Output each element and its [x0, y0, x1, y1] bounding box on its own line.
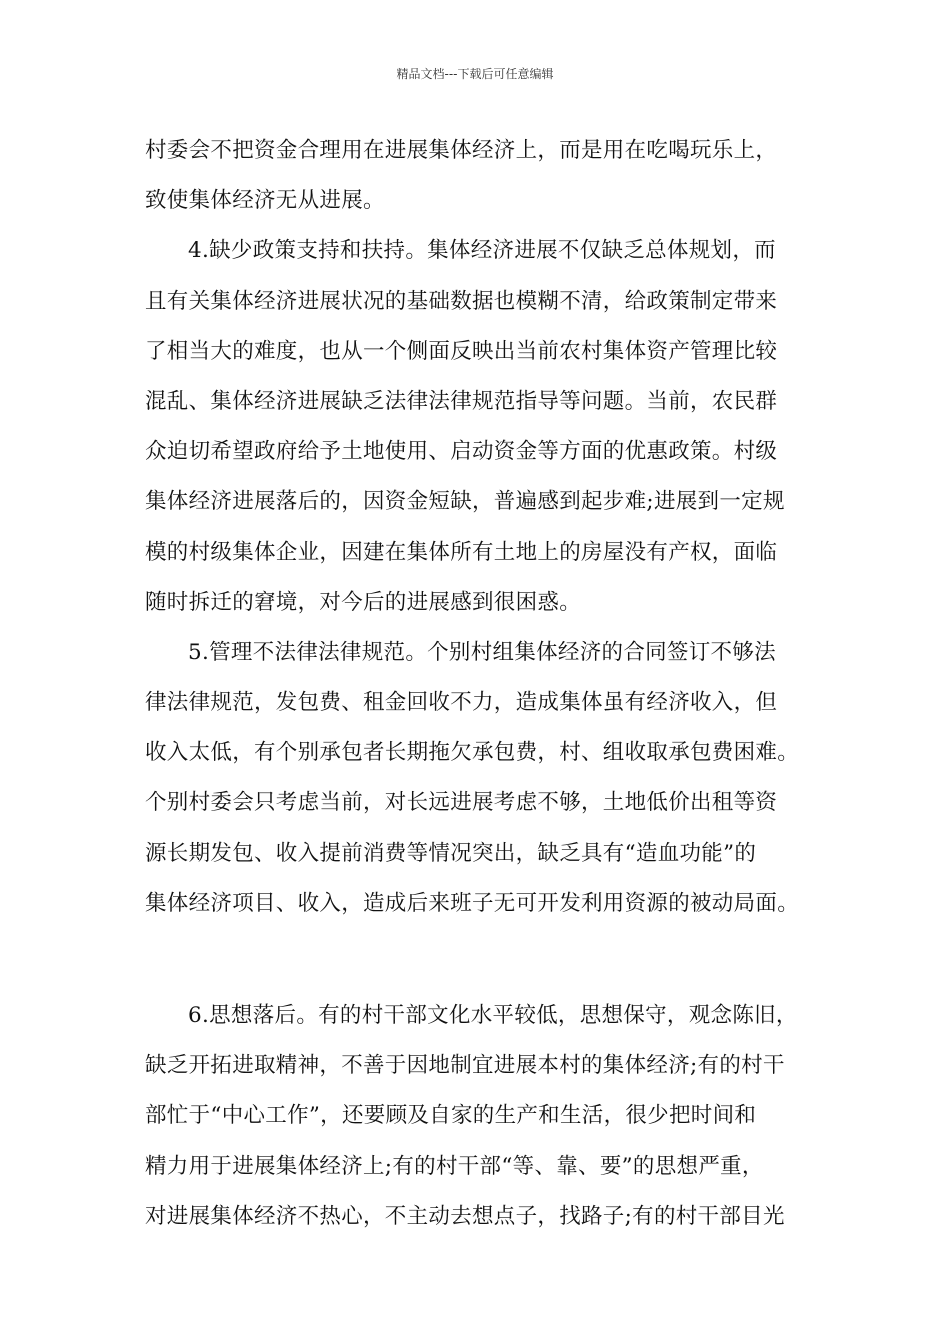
text-line: 且有关集体经济进展状况的基础数据也模糊不清，给政策制定带来	[145, 288, 778, 314]
page-header: 精品文档---下载后可任意编辑	[396, 67, 554, 81]
text-line: 村委会不把资金合理用在进展集体经济上，而是用在吃喝玩乐上，	[145, 138, 778, 163]
text-line: 随时拆迁的窘境，对今后的进展感到很困惑。	[145, 589, 582, 615]
text-line: 缺乏开拓进取精神，不善于因地制宜进展本村的集体经济;有的村干	[145, 1053, 785, 1079]
text-line: 模的村级集体企业，因建在集体所有土地上的房屋没有产权，面临	[145, 539, 778, 565]
text-line: 了相当大的难度，也从一个侧面反映出当前农村集体资产管理比较	[145, 338, 778, 364]
text-line: 精力用于进展集体经济上;有的村干部“等、靠、要”的思想严重，	[145, 1153, 764, 1179]
text-line: 源长期发包、收入提前消费等情况突出，缺乏具有“造血功能”的	[145, 840, 757, 866]
text-line: 集体经济项目、收入，造成后来班子无可开发利用资源的被动局面。	[145, 890, 800, 916]
text-line: 集体经济进展落后的，因资金短缺，普遍感到起步难;进展到一定规	[145, 489, 785, 515]
text-line: 律法律规范，发包费、租金回收不力，造成集体虽有经济收入，但	[145, 690, 778, 716]
paragraph-6	[145, 991, 815, 1242]
text-line: 众迫切希望政府给予土地使用、启动资金等方面的优惠政策。村级	[145, 439, 778, 465]
text-line: 个别村委会只考虑当前，对长远进展考虑不够，土地低价出租等资	[145, 790, 778, 816]
text-line: 致使集体经济无从进展。	[145, 188, 385, 214]
paragraph-5	[145, 628, 815, 929]
paragraph-4	[145, 226, 815, 628]
text-line: 5.管理不法律法律规范。个别村组集体经济的合同签订不够法	[188, 639, 776, 665]
paragraph-continuation	[145, 126, 815, 226]
document-body	[145, 126, 815, 1242]
text-line: 收入太低，有个别承包者长期拖欠承包费，村、组收取承包费困难。	[145, 740, 800, 766]
text-line: 部忙于“中心工作”，还要顾及自家的生产和生活，很少把时间和	[145, 1103, 757, 1129]
text-line: 对进展集体经济不热心，不主动去想点子，找路子;有的村干部目光	[145, 1203, 785, 1229]
text-line: 混乱、集体经济进展缺乏法律法律规范指导等问题。当前，农民群	[145, 388, 778, 414]
paragraph-gap	[145, 929, 815, 991]
text-line: 4.缺少政策支持和扶持。集体经济进展不仅缺乏总体规划，而	[188, 238, 776, 264]
text-line: 6.思想落后。有的村干部文化水平较低，思想保守，观念陈旧，	[188, 1003, 798, 1028]
